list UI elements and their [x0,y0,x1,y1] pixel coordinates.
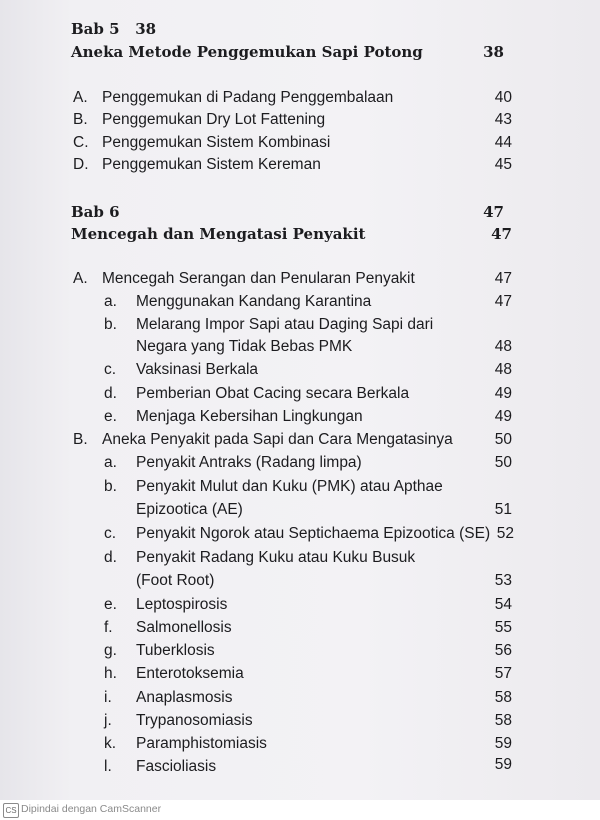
toc-page: 45 [494,156,512,173]
toc-page: 54 [494,596,512,613]
toc-subletter: h. [104,665,117,682]
toc-page: 48 [494,338,512,355]
toc-page: 44 [494,134,512,151]
bab5-title-page: 38 [483,43,504,61]
toc-page: 51 [494,501,512,518]
toc-page: 50 [494,431,512,448]
toc-subentry: Menggunakan Kandang Karantina [136,293,372,310]
toc-subentry: Menjaga Kebersihan Lingkungan [136,408,363,425]
toc-subentry: Penyakit Ngorok atau Septichaema Epizootica (SE) [136,525,491,542]
toc-page: 40 [494,89,512,106]
toc-subentry: Vaksinasi Berkala [136,361,259,378]
toc-page: 47 [494,293,512,310]
toc-subentry: Tuberklosis [136,642,215,659]
toc-subentry: Salmonellosis [136,619,232,636]
toc-subentry: Leptospirosis [136,596,228,613]
toc-page: 50 [494,454,512,471]
toc-page: 59 [494,756,512,773]
bab6-page: 47 [483,203,504,221]
toc-subletter: g. [104,642,117,659]
bab6-title: Mencegah dan Mengatasi Penyakit [71,225,366,243]
bab5-label: Bab 5 [71,20,120,38]
toc-letter: C. [73,134,89,151]
toc-subletter: j. [104,712,112,729]
toc-page: 58 [494,712,512,729]
toc-page: 48 [494,361,512,378]
toc-subentry: Paramphistomiasis [136,735,267,752]
toc-page: 56 [494,642,512,659]
toc-subletter: d. [104,385,117,402]
toc-entry: Penggemukan di Padang Penggembalaan [102,89,394,106]
toc-subletter: e. [104,408,117,425]
scanner-caption: Dipindai dengan CamScanner [21,803,162,815]
toc-letter: B. [73,431,88,448]
toc-page: 52 [496,525,514,542]
toc-letter: A. [73,270,88,287]
toc-subentry: Penyakit Mulut dan Kuku (PMK) atau Apthae [136,478,443,495]
toc-subletter: c. [104,525,117,542]
toc-subletter: k. [104,735,117,752]
toc-entry: Penggemukan Dry Lot Fattening [102,111,326,128]
toc-page: 53 [494,572,512,589]
scanner-footer [0,800,600,820]
bab6-title-page: 47 [491,225,512,243]
toc-page: 49 [494,385,512,402]
toc-subentry: Fascioliasis [136,758,217,775]
toc-subentry-continued: Negara yang Tidak Bebas PMK [136,338,353,355]
bab5-header [71,20,156,38]
toc-page: 43 [494,111,512,128]
toc-subentry: Penyakit Radang Kuku atau Kuku Busuk [136,549,416,566]
bab5-page: 38 [135,20,157,38]
toc-subentry: Enterotoksemia [136,665,244,682]
toc-subletter: a. [104,454,117,471]
toc-letter: D. [73,156,89,173]
toc-entry: Aneka Penyakit pada Sapi dan Cara Mengatasinya [102,431,453,448]
toc-subentry-continued: Epizootica (AE) [136,501,243,518]
toc-page: 58 [494,689,512,706]
toc-subentry: Anaplasmosis [136,689,233,706]
toc-subletter: i. [104,689,112,706]
toc-subletter: b. [104,478,117,495]
toc-subletter: c. [104,361,117,378]
toc-letter: A. [73,89,88,106]
toc-subentry: Penyakit Antraks (Radang limpa) [136,454,362,471]
toc-subletter: l. [104,758,112,775]
toc-subentry: Pemberian Obat Cacing secara Berkala [136,385,410,402]
camscanner-icon: CS [3,803,19,818]
toc-entry: Penggemukan Sistem Kereman [102,156,321,173]
toc-subletter: a. [104,293,117,310]
toc-subentry: Trypanosomiasis [136,712,253,729]
toc-subletter: f. [104,619,113,636]
toc-page: 49 [494,408,512,425]
toc-page: 55 [494,619,512,636]
toc-page: 59 [494,735,512,752]
toc-page: 57 [494,665,512,682]
toc-entry: Mencegah Serangan dan Penularan Penyakit [102,270,415,287]
toc-subletter: b. [104,316,117,333]
bab6-label: Bab 6 [71,203,120,221]
toc-letter: B. [73,111,88,128]
toc-entry: Penggemukan Sistem Kombinasi [102,134,331,151]
bab5-title: Aneka Metode Penggemukan Sapi Potong [71,43,423,61]
toc-subentry: Melarang Impor Sapi atau Daging Sapi dari [136,316,434,333]
toc-subletter: e. [104,596,117,613]
toc-page: 47 [494,270,512,287]
toc-subentry-continued: (Foot Root) [136,572,215,589]
toc-subletter: d. [104,549,117,566]
